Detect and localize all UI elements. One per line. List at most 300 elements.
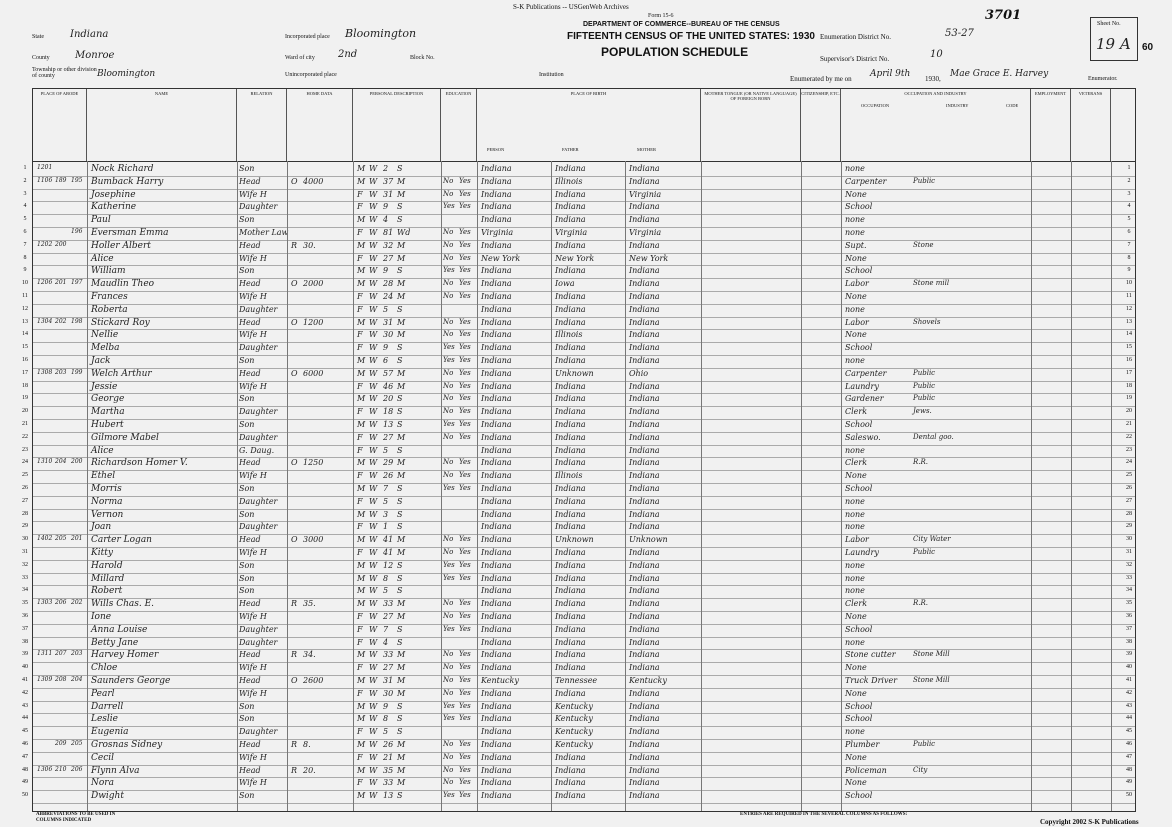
occupation: Stone cutter [845, 650, 896, 660]
column-divider [841, 161, 842, 811]
sex: M [357, 714, 366, 724]
row-number: 12 [22, 305, 28, 312]
home-value: 8. [303, 740, 311, 749]
relation: Daughter [239, 343, 278, 353]
column-divider [441, 161, 442, 811]
supervisor-value: 10 [930, 49, 943, 60]
father-birthplace: Indiana [555, 394, 586, 404]
industry-head: INDUSTRY [946, 103, 969, 108]
person-birthplace: Indiana [481, 637, 512, 647]
relation: Wife H [239, 778, 267, 788]
mother-birthplace: Indiana [629, 548, 660, 557]
race: W [369, 548, 378, 557]
marital-status: M [397, 612, 406, 621]
attended-school: No [443, 676, 454, 684]
occupation: Labor [845, 535, 869, 545]
street-number: 1303 [37, 599, 53, 607]
home-tenure: O [291, 458, 298, 468]
family-number: 202 [71, 599, 83, 607]
father-birthplace: Indiana [555, 189, 586, 199]
marital-status: S [397, 407, 403, 417]
row-number-right: 20 [1126, 408, 1132, 415]
marital-status: S [397, 304, 403, 314]
can-read: Yes [459, 368, 471, 377]
row-number-right: 1 [1127, 165, 1131, 171]
column-divider [1031, 161, 1032, 811]
race: W [369, 253, 378, 263]
row-number-right: 31 [1126, 549, 1132, 555]
race: W [369, 368, 378, 378]
father-birthplace: Indiana [555, 688, 586, 698]
occupation: None [845, 663, 867, 673]
occupation-title: OCCUPATION AND INDUSTRY [904, 91, 967, 96]
person-name: Eugenia [91, 727, 129, 738]
age: 9 [383, 266, 389, 276]
mother-birthplace: Indiana [629, 458, 660, 468]
attended-school: No [443, 599, 454, 608]
father-birthplace: Indiana [555, 445, 586, 455]
marital-status: S [397, 791, 403, 801]
age: 33 [383, 599, 394, 609]
sex: F [357, 445, 363, 455]
marital-status: S [397, 509, 403, 519]
sheet-number-box [1090, 17, 1138, 61]
person-birthplace: Indiana [481, 432, 512, 442]
relation: Son [239, 560, 255, 570]
industry: R.R. [913, 458, 928, 467]
race: W [369, 458, 378, 468]
person-birthplace: Indiana [481, 663, 512, 673]
sex: F [357, 471, 363, 481]
person-name: Darrell [91, 701, 124, 712]
father-birthplace: Illinois [555, 176, 583, 186]
person-name: Morris [91, 484, 122, 494]
father-birthplace: Indiana [555, 548, 586, 557]
home-value: 3000 [303, 535, 324, 545]
row-number: 7 [23, 241, 27, 248]
age: 57 [383, 368, 394, 378]
age: 8 [383, 573, 389, 583]
age: 27 [383, 663, 394, 673]
row-number-right: 21 [1126, 421, 1132, 427]
age: 32 [383, 240, 394, 250]
row-number: 25 [22, 472, 28, 479]
margin-number: 60 [1142, 42, 1154, 53]
father-birthplace: Indiana [555, 215, 586, 225]
relation: Son [239, 509, 255, 519]
occupation: None [845, 688, 867, 698]
occupation: Clerk [845, 599, 868, 609]
attended-school: Yes [443, 266, 455, 275]
street-number: 1206 [37, 279, 53, 287]
father-birthplace: Kentucky [555, 727, 593, 737]
occupation: None [845, 189, 867, 199]
occupation: Gardener [845, 394, 884, 404]
marital-status: Wd [397, 228, 411, 237]
row-number: 16 [22, 357, 28, 363]
sex: F [357, 624, 363, 634]
father-birthplace: Indiana [555, 343, 586, 353]
sex: F [357, 727, 363, 737]
age: 29 [383, 458, 394, 468]
marital-status: M [397, 599, 406, 609]
occupation: Saleswo. [845, 432, 881, 442]
home-value: 20. [303, 765, 316, 775]
mother-birthplace: Virginia [629, 228, 662, 237]
race: W [369, 752, 378, 762]
home-tenure: O [291, 176, 298, 186]
marital-status: S [397, 624, 403, 634]
incorporated-value: Bloomington [345, 27, 417, 40]
row-number-right: 32 [1126, 561, 1132, 568]
person-birthplace: Indiana [481, 343, 512, 353]
dwelling-number: 210 [55, 765, 67, 773]
sex: M [357, 279, 366, 289]
row-number: 19 [22, 395, 28, 402]
race: W [369, 266, 378, 276]
family-number: 196 [71, 228, 83, 235]
row-number: 3 [23, 190, 27, 197]
father-birthplace: Indiana [555, 407, 586, 417]
row-number-right: 36 [1126, 613, 1132, 619]
can-read: Yes [459, 266, 471, 275]
person-birthplace: Indiana [481, 548, 512, 557]
father-birthplace: Indiana [555, 496, 586, 506]
can-read: Yes [459, 560, 471, 569]
sex: F [357, 637, 363, 647]
age: 41 [383, 548, 394, 557]
marital-status: S [397, 496, 403, 506]
can-read: Yes [459, 420, 471, 428]
row-number-right: 7 [1127, 241, 1131, 248]
marital-status: M [397, 189, 406, 199]
row-divider [33, 329, 1135, 330]
person-name: William [91, 266, 126, 277]
home-tenure: O [291, 676, 298, 685]
occupation-head: OCCUPATION [861, 103, 890, 108]
mother-birthplace: Indiana [629, 624, 660, 634]
department: DEPARTMENT OF COMMERCE--BUREAU OF THE CENSUS [583, 21, 780, 28]
father-birthplace: Illinois [555, 330, 583, 340]
person-birthplace: Indiana [481, 791, 512, 801]
marital-status: M [397, 330, 406, 340]
relation: Wife H [239, 752, 267, 762]
dwelling-number: 209 [55, 740, 67, 747]
mother-birthplace: Indiana [629, 407, 660, 417]
attended-school: No [443, 752, 454, 761]
marital-status: M [397, 740, 406, 749]
relation: Wife H [239, 330, 267, 340]
col-home-data: HOME DATA [287, 89, 353, 161]
relation: Son [239, 791, 255, 801]
sex: M [357, 420, 366, 429]
col-education: EDUCATION [441, 89, 477, 161]
relation: Daughter [239, 304, 278, 314]
father-birthplace: Indiana [555, 304, 586, 314]
row-number-right: 38 [1126, 638, 1132, 645]
person-birthplace: Indiana [481, 164, 512, 173]
can-read: Yes [459, 253, 471, 262]
mother-birthplace: Indiana [629, 740, 660, 749]
mother-birthplace: Indiana [629, 356, 660, 365]
birth-mother-head: MOTHER [637, 147, 656, 152]
father-birthplace: Indiana [555, 752, 586, 762]
occupation: none [845, 445, 865, 455]
race: W [369, 688, 378, 698]
column-divider [237, 161, 238, 811]
marital-status: M [397, 688, 406, 698]
person-name: Eversman Emma [91, 228, 169, 238]
col-personal-description: PERSONAL DESCRIPTION [353, 89, 441, 161]
county-label: County [32, 55, 50, 61]
person-name: Jack [91, 356, 111, 366]
home-value: 6000 [303, 368, 324, 378]
father-birthplace: Indiana [555, 573, 586, 583]
can-read: Yes [459, 189, 471, 198]
age: 1 [383, 522, 389, 532]
attended-school: Yes [443, 484, 455, 492]
father-birthplace: Indiana [555, 381, 586, 391]
race: W [369, 432, 378, 442]
relation: Daughter [239, 637, 278, 647]
dwelling-number: 202 [55, 317, 67, 325]
race: W [369, 740, 378, 749]
street-number: 1311 [37, 650, 53, 658]
person-name: Josephine [91, 189, 136, 200]
col-mother-tongue: MOTHER TONGUE (OR NATIVE LANGUAGE) OF FOREIGN BORN [701, 89, 801, 161]
sex: M [357, 394, 366, 404]
marital-status: S [397, 484, 403, 493]
street-number: 1402 [37, 535, 53, 543]
row-number: 36 [22, 613, 28, 619]
mother-birthplace: Indiana [629, 215, 660, 225]
mother-birthplace: Indiana [629, 279, 660, 289]
occupation: none [845, 727, 865, 737]
father-birthplace: Kentucky [555, 714, 593, 724]
race: W [369, 650, 378, 660]
county-value: Monroe [75, 50, 115, 61]
father-birthplace: Indiana [555, 432, 586, 442]
column-divider [287, 161, 288, 811]
marital-status: S [397, 727, 403, 737]
person-birthplace: Indiana [481, 778, 512, 788]
attended-school: Yes [443, 202, 455, 211]
person-name: Wills Chas. E. [91, 599, 155, 610]
marital-status: M [397, 765, 406, 775]
row-number: 20 [22, 408, 28, 415]
age: 26 [383, 740, 394, 749]
occupation: none [845, 586, 865, 596]
attended-school: Yes [443, 420, 455, 428]
occupation: None [845, 253, 867, 263]
attended-school: No [443, 240, 454, 249]
age: 30 [383, 688, 394, 698]
family-number: 199 [71, 368, 83, 376]
relation: Son [239, 586, 255, 596]
father-birthplace: Illinois [555, 471, 583, 481]
race: W [369, 791, 378, 801]
person-birthplace: Indiana [481, 176, 512, 186]
marital-status: S [397, 522, 403, 532]
home-tenure: O [291, 279, 298, 289]
row-number-right: 25 [1126, 472, 1132, 479]
race: W [369, 778, 378, 788]
dwelling-number: 208 [55, 676, 67, 683]
person-birthplace: New York [481, 253, 521, 263]
age: 31 [383, 189, 394, 199]
mother-birthplace: Indiana [629, 560, 660, 570]
attended-school: No [443, 458, 454, 467]
industry: Public [913, 381, 936, 390]
age: 24 [383, 292, 394, 301]
person-name: Gilmore Mabel [91, 432, 159, 443]
row-number-right: 29 [1126, 523, 1132, 530]
attended-school: No [443, 292, 454, 300]
occupation: Plumber [845, 740, 880, 749]
sex: M [357, 509, 366, 519]
row-number: 8 [23, 254, 27, 261]
age: 33 [383, 650, 394, 660]
street-number: 1309 [37, 676, 53, 683]
col-remarks [1111, 89, 1135, 161]
mother-birthplace: Indiana [629, 688, 660, 698]
race: W [369, 586, 378, 596]
age: 13 [383, 791, 394, 801]
marital-status: S [397, 164, 403, 173]
street-number: 1308 [37, 368, 53, 376]
person-birthplace: Indiana [481, 650, 512, 660]
age: 7 [383, 624, 389, 634]
race: W [369, 394, 378, 404]
relation: Head [239, 176, 261, 186]
race: W [369, 343, 378, 353]
relation: Wife H [239, 189, 267, 199]
sex: M [357, 164, 366, 173]
race: W [369, 445, 378, 455]
person-name: Saunders George [91, 676, 171, 686]
father-birthplace: Iowa [555, 279, 575, 289]
row-number: 24 [22, 459, 28, 466]
col-place-of-birth [477, 89, 701, 161]
incorporated-label: Incorporated place [285, 34, 330, 40]
mother-birthplace: Indiana [629, 394, 660, 404]
home-value: 4000 [303, 176, 324, 186]
ward-label: Ward of city [285, 55, 315, 61]
person-name: Welch Arthur [91, 368, 152, 379]
occupation: Clerk [845, 458, 868, 468]
age: 27 [383, 253, 394, 263]
age: 33 [383, 778, 394, 788]
dwelling-number: 203 [55, 368, 67, 376]
row-number-right: 13 [1126, 318, 1132, 325]
mother-birthplace: Indiana [629, 778, 660, 788]
row-number: 22 [22, 433, 28, 440]
row-number-right: 45 [1126, 728, 1132, 735]
dwelling-number: 200 [55, 240, 67, 248]
race: W [369, 496, 378, 506]
person-name: Harvey Homer [91, 650, 159, 661]
street-number: 1306 [37, 765, 53, 773]
sex: F [357, 407, 363, 417]
family-number: 197 [71, 279, 83, 287]
mother-birthplace: Indiana [629, 650, 660, 660]
column-divider [625, 161, 626, 811]
person-birthplace: Indiana [481, 624, 512, 634]
attended-school: No [443, 176, 454, 185]
population-table [22, 88, 1136, 812]
race: W [369, 509, 378, 519]
person-birthplace: Indiana [481, 458, 512, 468]
mother-birthplace: Indiana [629, 381, 660, 391]
person-name: Martha [91, 407, 125, 418]
marital-status: M [397, 240, 406, 250]
can-read: Yes [459, 432, 471, 441]
attended-school: No [443, 612, 454, 620]
industry: Stone Mill [913, 676, 950, 684]
person-birthplace: Virginia [481, 228, 514, 237]
race: W [369, 176, 378, 186]
street-number: 1201 [37, 164, 53, 171]
race: W [369, 714, 378, 724]
father-birthplace: Indiana [555, 586, 586, 596]
age: 5 [383, 727, 389, 737]
industry: City [913, 765, 928, 774]
row-number: 30 [22, 536, 28, 543]
age: 2 [383, 164, 389, 173]
row-number: 6 [23, 229, 27, 235]
street-number: 1304 [37, 317, 53, 325]
person-name: Paul [91, 215, 111, 226]
attended-school: No [443, 228, 454, 236]
age: 9 [383, 701, 389, 711]
can-read: Yes [459, 650, 471, 659]
row-number-right: 28 [1126, 510, 1132, 517]
col-employment: EMPLOYMENT [1031, 89, 1071, 161]
sex: F [357, 688, 363, 698]
attended-school: Yes [443, 791, 455, 800]
mother-birthplace: Indiana [629, 765, 660, 775]
occupation: School [845, 701, 873, 711]
column-divider [551, 161, 552, 811]
person-birthplace: Indiana [481, 727, 512, 737]
father-birthplace: Kentucky [555, 701, 593, 711]
mother-birthplace: Indiana [629, 343, 660, 353]
family-number: 203 [71, 650, 83, 658]
sex: F [357, 253, 363, 263]
row-number: 31 [22, 549, 28, 555]
relation: Head [239, 279, 261, 289]
occupation: none [845, 356, 865, 365]
sex: M [357, 266, 366, 276]
father-birthplace: Indiana [555, 484, 586, 493]
age: 26 [383, 471, 394, 481]
marital-status: M [397, 176, 406, 186]
row-number: 50 [22, 792, 28, 799]
sex: F [357, 202, 363, 212]
mother-birthplace: Indiana [629, 304, 660, 314]
can-read: Yes [459, 407, 471, 416]
mother-birthplace: Indiana [629, 714, 660, 724]
can-read: Yes [459, 471, 471, 480]
father-birthplace: Virginia [555, 228, 588, 237]
relation: Wife H [239, 688, 267, 698]
marital-status: M [397, 663, 406, 673]
relation: Mother Law [239, 228, 289, 237]
can-read: Yes [459, 548, 471, 556]
marital-status: S [397, 394, 403, 404]
mother-birthplace: Indiana [629, 445, 660, 455]
home-tenure: O [291, 317, 298, 327]
